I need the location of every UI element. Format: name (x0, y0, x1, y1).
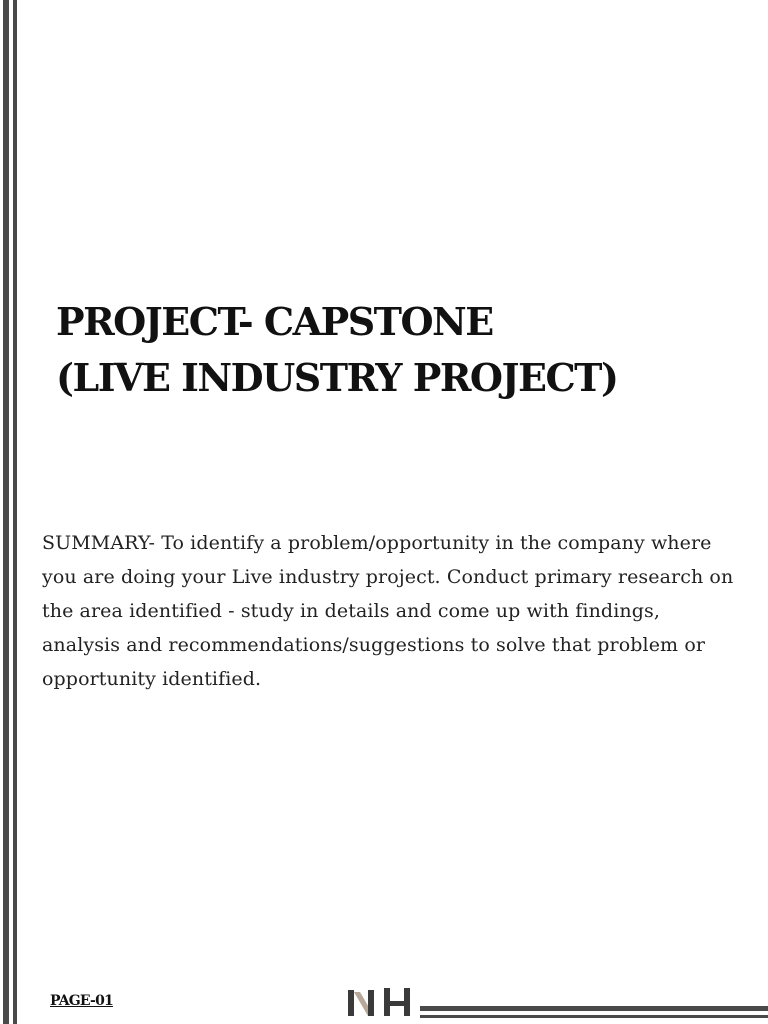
page-number-label: PAGE-01 (50, 993, 113, 1009)
university-logo-icon (346, 984, 416, 1020)
footer-rule-bottom (420, 1015, 768, 1018)
left-border-outer (3, 0, 9, 1024)
footer-rule-top (420, 1006, 768, 1011)
summary-paragraph: SUMMARY- To identify a problem/opportunity in the company where you are doing your Live industry project. Conduct primary research on the area identified - study in details and come up with findings, analysis and recommendations/suggestions to solve that problem or opportunity identified. (42, 532, 734, 690)
left-border-inner (13, 0, 17, 1024)
page-title (56, 294, 746, 406)
title-line-1: PROJECT- CAPSTONE (56, 299, 493, 344)
title-line-2: (LIVE INDUSTRY PROJECT) (56, 355, 618, 400)
